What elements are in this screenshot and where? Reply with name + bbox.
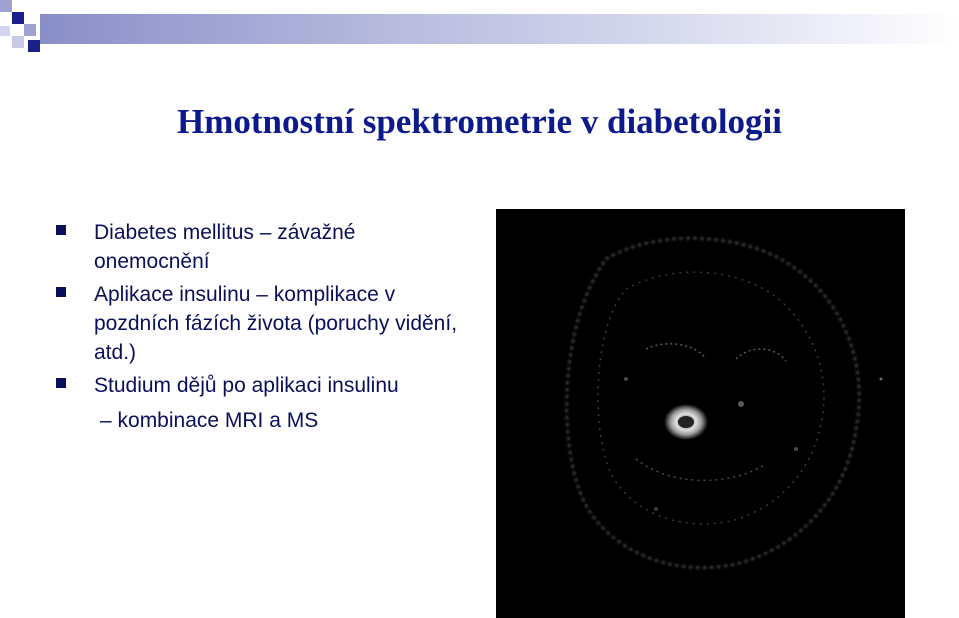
square-bullet-icon [56, 225, 66, 235]
decoration-square [28, 40, 40, 52]
bullet-list [54, 218, 474, 404]
sub-bullet-text: – kombinace MRI a MS [100, 409, 319, 432]
bullet-item [54, 371, 474, 400]
bullet-text: Studium dějů po aplikaci insulinu [94, 374, 399, 397]
header-decoration-bar [40, 14, 959, 44]
square-bullet-icon [56, 378, 66, 388]
bullet-text: Diabetes mellitus – závažné onemocnění [94, 221, 356, 273]
bullet-item [54, 218, 474, 276]
bullet-item [54, 280, 474, 367]
bullet-text: Aplikace insulinu – komplikace v pozdních fázích života (poruchy vidění, atd.) [94, 283, 458, 364]
mri-scan-image [496, 209, 905, 618]
decoration-square [12, 12, 24, 24]
slide-title: Hmotnostní spektrometrie v diabetologii [176, 102, 782, 141]
decoration-square [0, 0, 12, 12]
decoration-square [0, 26, 10, 36]
decoration-square [24, 24, 36, 36]
decoration-square [12, 36, 24, 48]
square-bullet-icon [56, 287, 66, 297]
mri-scan-graphic [496, 209, 905, 618]
